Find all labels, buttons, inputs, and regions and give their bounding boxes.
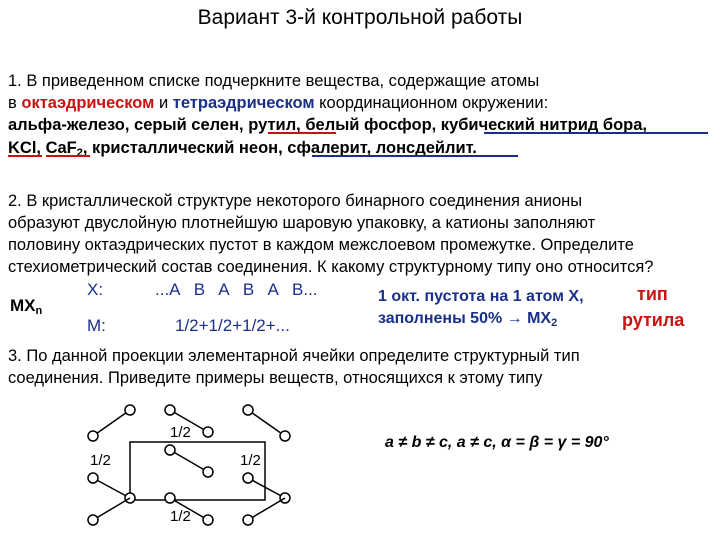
underlines (8, 133, 708, 156)
note-line2-sub: 2 (551, 317, 558, 329)
note-line2-pre: заполнены 50% → MX (378, 310, 552, 327)
m-label: M: (87, 316, 106, 335)
cell-parameters: a ≠ b ≠ c, a ≠ c, α = β = γ = 90° (385, 434, 609, 451)
q2-line2: образуют двуслойную плотнейшую шаровую упаковку, а катионы заполняют (8, 214, 596, 232)
molecule-lower-right (243, 498, 285, 525)
q1-substances-line: альфа-железо, серый селен, рутил, белый фосфор, кубический нитрид бора, (8, 116, 648, 134)
molecule-center (165, 445, 213, 477)
q3-line1: 3. По данной проекции элементарной ячейки определите структурный тип (8, 347, 580, 365)
q1-line2-pre: в (8, 94, 22, 112)
molecule-top-right (243, 405, 290, 441)
label-top-half: 1/2 (170, 424, 191, 441)
q1-line4-sub: 2 (76, 147, 83, 159)
q3-line2: соединения. Приведите примеры веществ, относящихся к этому типу (8, 369, 543, 387)
label-right-half: 1/2 (240, 452, 261, 469)
q2-line1: 2. В кристаллической структуре некоторого бинарного соединения анионы (8, 192, 583, 210)
x-sequence: ...A B A B A B... (155, 280, 318, 299)
m-sequence: 1/2+1/2+1/2+... (175, 316, 290, 335)
formula-main: MX (10, 296, 36, 315)
label-bottom-half: 1/2 (170, 508, 191, 525)
tetrahedral-word: тетраэдрическом (172, 94, 315, 112)
label-left-half: 1/2 (90, 452, 111, 469)
q1-line2-post: координационном окружении: (314, 94, 549, 112)
octahedral-word: октаэдрическом (21, 94, 155, 112)
formula-sub: n (35, 305, 43, 317)
q1-line1: 1. В приведенном списке подчеркните вещества, содержащие атомы (8, 72, 540, 90)
page-title: Вариант 3-й контрольной работы (197, 6, 523, 29)
q1-line4-b: , кристаллический неон, сфалерит, лонсдейлит. (82, 139, 477, 157)
unit-cell-square (130, 442, 265, 500)
molecule-top-left (88, 405, 135, 441)
q1-line4-a: KCl, CaF (8, 139, 77, 157)
q2-line3: половину октаэдрических пустот в каждом межслоевом промежутке. Определите (8, 236, 634, 254)
answer-type-label: тип (637, 284, 668, 304)
q1-and: и (154, 94, 173, 112)
x-label: X: (87, 280, 104, 299)
molecule-lower-left (88, 498, 130, 525)
q2-line4: стехиометрический состав соединения. К какому структурному типу оно относится? (8, 258, 654, 276)
note-line1: 1 окт. пустота на 1 атом X, (378, 288, 584, 305)
answer-rutile: рутила (622, 310, 685, 330)
